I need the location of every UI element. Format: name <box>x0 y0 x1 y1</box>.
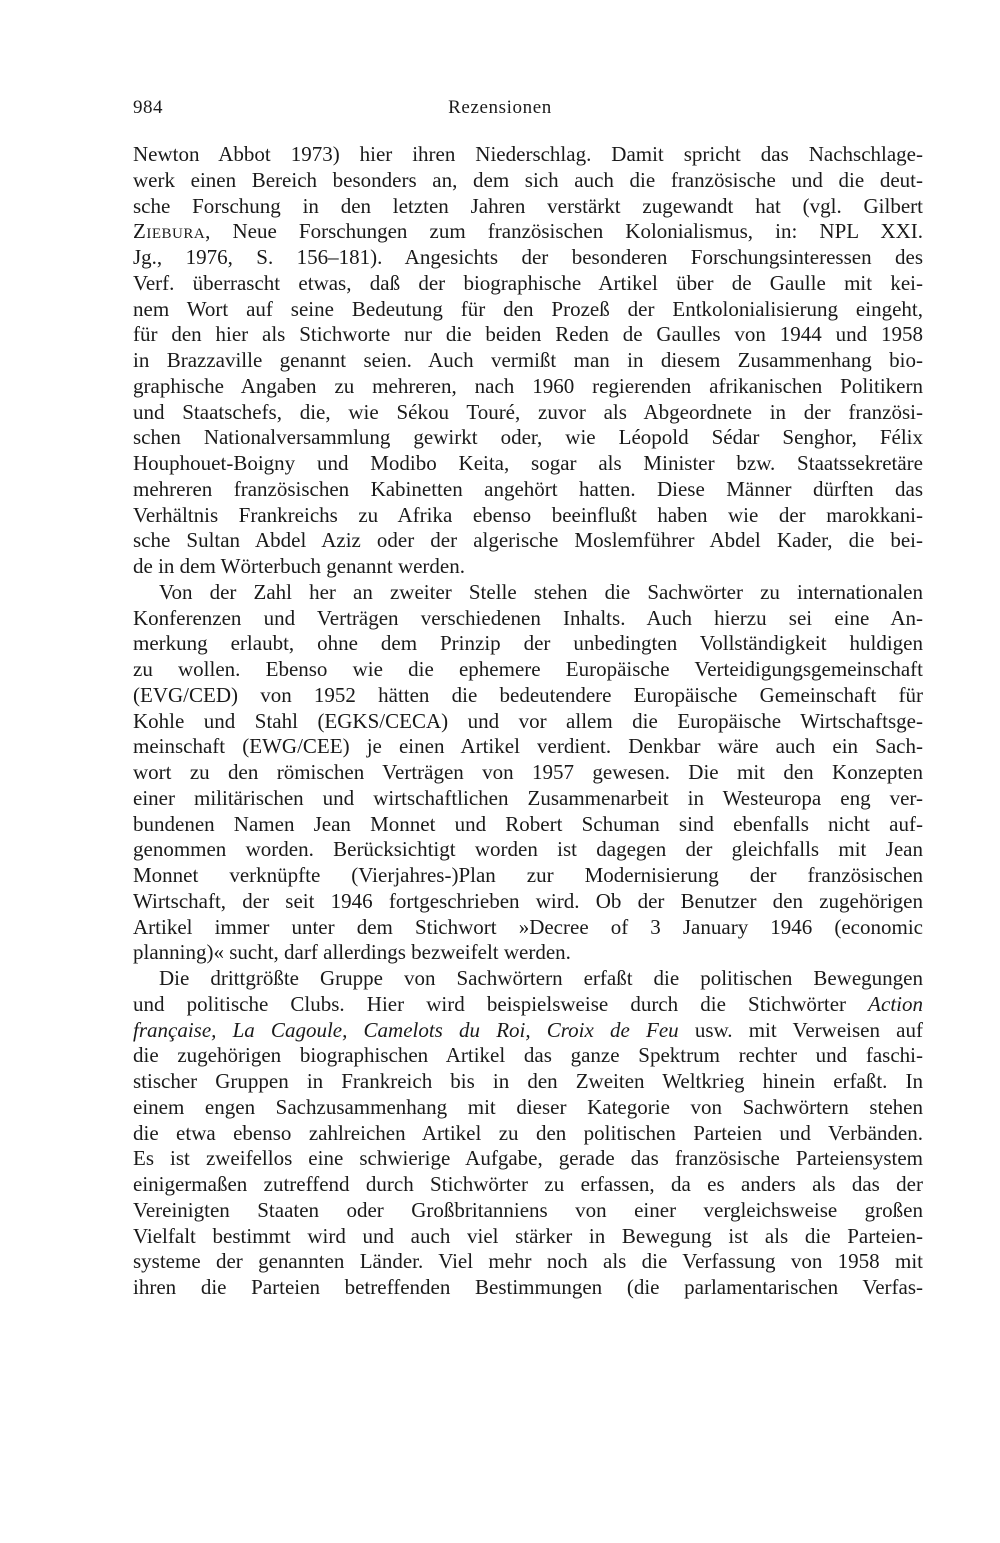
text-line: Ziebura, Neue Forschungen zum französischen Kolonialismus, in: NPL XXI. <box>133 219 923 244</box>
text-line: Es ist zweifellos eine schwierige Aufgabe, gerade das französische Parteiensystem <box>133 1146 923 1171</box>
text-line: (EVG/CED) von 1952 hätten die bedeutendere Europäische Gemeinschaft für <box>133 682 923 707</box>
text-line: die etwa ebenso zahlreichen Artikel zu den politischen Parteien und Verbänden. <box>133 1120 923 1145</box>
text-line: Verhältnis Frankreichs zu Afrika ebenso beeinflußt haben wie der marokkani- <box>133 502 923 527</box>
text-line: wort zu den römischen Verträgen von 1957 gewesen. Die mit den Konzepten <box>133 760 923 784</box>
italic-term: Action <box>868 991 923 1016</box>
text-line: die zugehörigen biographischen Artikel das ganze Spektrum rechter und faschi- <box>133 1043 923 1068</box>
italic-term: française, La Cagoule, Camelots du Roi, Croix de Feu <box>133 1017 679 1042</box>
text-line: merkung erlaubt, ohne dem Prinzip der unbedingten Vollständigkeit huldigen <box>133 631 923 656</box>
text-line: stischer Gruppen in Frankreich bis in den Zweiten Weltkrieg hinein erfaßt. In <box>133 1069 923 1093</box>
text-line: sche Forschung in den letzten Jahren verstärkt zugewandt hat (vgl. Gilbert <box>133 193 923 218</box>
text-line: de in dem Wörterbuch genannt werden. <box>133 554 465 578</box>
text-line: zu wollen. Ebenso wie die ephemere Europäische Verteidigungsgemeinschaft <box>133 657 923 681</box>
running-head: Rezensionen <box>448 97 552 118</box>
text-line: Verf. überrascht etwas, daß der biographische Artikel über de Gaulle mit kei- <box>133 270 923 295</box>
page-number: 984 <box>133 97 163 118</box>
text-line: bundenen Namen Jean Monnet und Robert Schuman sind ebenfalls nicht auf- <box>133 811 923 836</box>
text-line: werk einen Bereich besonders an, dem sich auch die französische und die deut- <box>133 167 923 192</box>
text-line: mehreren französischen Kabinetten angehört hatten. Diese Männer dürften das <box>133 476 923 501</box>
text-line: einer militärischen und wirtschaftlichen Zusammenarbeit in Westeuropa eng ver- <box>133 785 923 810</box>
text-line: meinschaft (EWG/CEE) je einen Artikel verdient. Denkbar wäre auch ein Sach- <box>133 734 923 759</box>
text-line: Newton Abbot 1973) hier ihren Niederschlag. Damit spricht das Nachschlage- <box>133 142 923 166</box>
text-line: für den hier als Stichworte nur die beiden Reden de Gaulles von 1944 und 1958 <box>133 322 923 347</box>
text-line: Houphouet-Boigny und Modibo Keita, sogar als Minister bzw. Staatssekretäre <box>133 451 923 475</box>
text-line: genommen worden. Berücksichtigt worden ist dagegen der gleichfalls mit Jean <box>133 837 923 862</box>
text-line: Konferenzen und Verträgen verschiedenen Inhalts. Auch hierzu sei eine An- <box>133 605 923 630</box>
text-line: sche Sultan Abdel Aziz oder der algerische Moslemführer Abdel Kader, die bei- <box>133 528 923 553</box>
text-line: und politische Clubs. Hier wird beispielsweise durch die Stichwörter Action <box>133 991 923 1016</box>
text-line: einem engen Sachzusammenhang mit dieser Kategorie von Sachwörtern stehen <box>133 1094 923 1119</box>
text-line: schen Nationalversammlung gewirkt oder, wie Léopold Sédar Senghor, Félix <box>133 425 923 450</box>
text-line: systeme der genannten Länder. Viel mehr noch als die Verfassung von 1958 mit <box>133 1249 923 1274</box>
text-line: nem Wort auf seine Bedeutung für den Prozeß der Entkolonialisierung eingeht, <box>133 296 923 321</box>
text-line: in Brazzaville genannt seien. Auch vermißt man in diesem Zusammenhang bio- <box>133 348 923 372</box>
text-line: Vielfalt bestimmt wird und auch viel stärker in Bewegung ist als die Parteien- <box>133 1223 923 1248</box>
text-line: Monnet verknüpfte (Vierjahres-)Plan zur Modernisierung der französischen <box>133 863 923 887</box>
text-line: française, La Cagoule, Camelots du Roi, Croix de Feu usw. mit Verweisen auf <box>133 1017 923 1042</box>
text-line: Kohle und Stahl (EGKS/CECA) und vor allem die Europäische Wirtschaftsge- <box>133 708 923 733</box>
text-line: Artikel immer unter dem Stichwort »Decree of 3 January 1946 (economic <box>133 914 923 939</box>
body-text <box>133 142 923 1301</box>
text-line: Jg., 1976, S. 156–181). Angesichts der besonderen Forschungsinteressen des <box>133 245 923 269</box>
text-line: graphische Angaben zu mehreren, nach 1960 regierenden afrikanischen Politikern <box>133 373 923 398</box>
text-line: planning)« sucht, darf allerdings bezweifelt werden. <box>133 940 571 965</box>
text-line: einigermaßen zutreffend durch Stichwörter zu erfassen, da es anders als das der <box>133 1172 923 1196</box>
text-line: Vereinigten Staaten oder Großbritanniens von einer vergleichsweise großen <box>133 1197 923 1222</box>
text-line: und Staatschefs, die, wie Sékou Touré, zuvor als Abgeordnete in der französi- <box>133 399 923 424</box>
text-line: Von der Zahl her an zweiter Stelle stehen die Sachwörter zu internationalen <box>159 579 923 604</box>
text-line: Wirtschaft, der seit 1946 fortgeschrieben wird. Ob der Benutzer den zugehörigen <box>133 888 923 913</box>
author-name: Ziebura <box>133 219 206 244</box>
text-line: Die drittgrößte Gruppe von Sachwörtern erfaßt die politischen Bewegungen <box>159 966 923 990</box>
text-line: ihren die Parteien betreffenden Bestimmungen (die parlamentarischen Verfas- <box>133 1275 923 1299</box>
